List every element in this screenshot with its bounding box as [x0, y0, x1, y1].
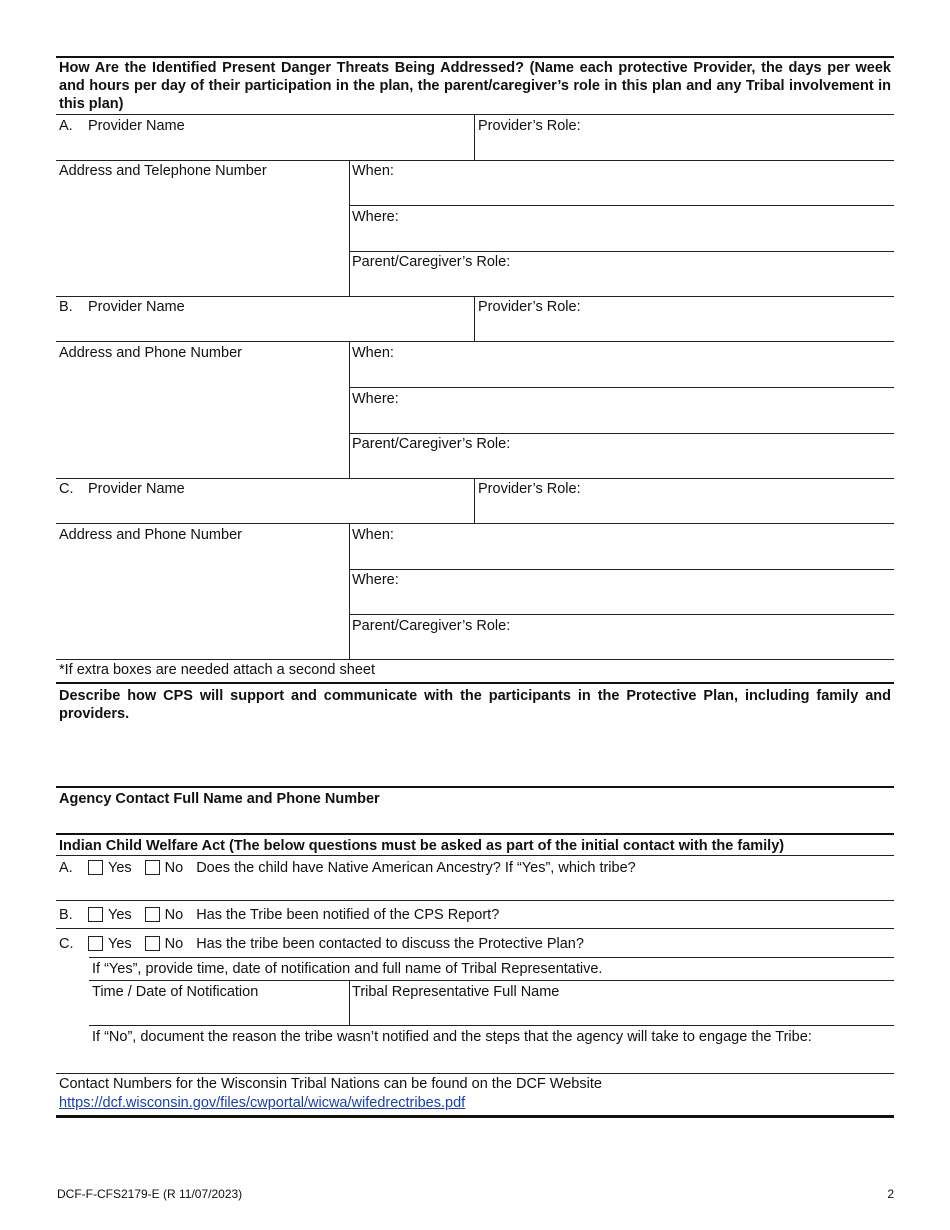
divider	[349, 980, 350, 1025]
divider	[349, 387, 894, 388]
tribe-notified-yes-checkbox[interactable]	[88, 907, 103, 922]
top-rule	[56, 56, 894, 58]
provider-a-role-field[interactable]: Provider’s Role:	[478, 118, 581, 134]
divider	[56, 855, 894, 856]
tribe-contacted-no-checkbox[interactable]	[145, 936, 160, 951]
divider	[474, 296, 475, 342]
divider	[89, 980, 894, 981]
divider	[349, 569, 894, 570]
provider-a-when-field[interactable]: When:	[352, 163, 394, 179]
divider	[56, 160, 894, 161]
divider	[56, 900, 894, 901]
divider	[349, 205, 894, 206]
divider	[349, 160, 350, 296]
notification-date-field[interactable]: Time / Date of Notification	[92, 984, 259, 1000]
provider-c-role-field[interactable]: Provider’s Role:	[478, 481, 581, 497]
extra-boxes-note: *If extra boxes are needed attach a second sheet	[59, 662, 375, 678]
contact-numbers-text: Contact Numbers for the Wisconsin Tribal Nations can be found on the DCF Website	[59, 1076, 602, 1092]
provider-b-name-field[interactable]: B. Provider Name	[59, 299, 185, 315]
section-rule	[56, 682, 894, 684]
divider	[349, 523, 350, 660]
icwa-question-c: C. Yes No Has the tribe been contacted to discuss the Protective Plan?	[59, 936, 584, 952]
if-no-instructions[interactable]: If “No”, document the reason the tribe wasn’t notified and the steps that the agency will take to engage the Tribe:	[92, 1029, 812, 1045]
divider	[56, 928, 894, 929]
dcf-tribes-link[interactable]: https://dcf.wisconsin.gov/files/cwportal/wicwa/wifedrectribes.pdf	[59, 1095, 466, 1111]
divider	[56, 523, 894, 524]
provider-a-where-field[interactable]: Where:	[352, 209, 399, 225]
divider	[56, 296, 894, 297]
divider	[474, 114, 475, 160]
divider	[56, 659, 894, 660]
divider	[56, 341, 894, 342]
icwa-heading: Indian Child Welfare Act (The below questions must be asked as part of the initial contact with the family)	[59, 838, 785, 854]
tribal-representative-field[interactable]: Tribal Representative Full Name	[352, 984, 560, 1000]
divider	[349, 251, 894, 252]
provider-c-address-field[interactable]: Address and Phone Number	[59, 527, 242, 543]
provider-a-address-field[interactable]: Address and Telephone Number	[59, 163, 267, 179]
provider-a-parent-role-field[interactable]: Parent/Caregiver’s Role:	[352, 254, 511, 270]
tribe-contacted-yes-checkbox[interactable]	[88, 936, 103, 951]
provider-b-address-field[interactable]: Address and Phone Number	[59, 345, 242, 361]
provider-b-where-field[interactable]: Where:	[352, 391, 399, 407]
provider-b-parent-role-field[interactable]: Parent/Caregiver’s Role:	[352, 436, 511, 452]
provider-c-where-field[interactable]: Where:	[352, 572, 399, 588]
provider-b-when-field[interactable]: When:	[352, 345, 394, 361]
divider	[349, 341, 350, 478]
icwa-question-a: A. Yes No Does the child have Native American Ancestry? If “Yes”, which tribe?	[59, 860, 636, 876]
agency-contact-field[interactable]: Agency Contact Full Name and Phone Number	[59, 791, 380, 807]
divider	[56, 478, 894, 479]
if-yes-instructions: If “Yes”, provide time, date of notification and full name of Tribal Representative.	[92, 961, 603, 977]
cps-support-question[interactable]: Describe how CPS will support and communicate with the participants in the Protective Plan, including family and providers.	[59, 688, 891, 722]
provider-c-when-field[interactable]: When:	[352, 527, 394, 543]
divider	[474, 478, 475, 524]
ancestry-no-checkbox[interactable]	[145, 860, 160, 875]
provider-c-name-field[interactable]: C. Provider Name	[59, 481, 185, 497]
section-rule	[56, 786, 894, 788]
divider	[349, 614, 894, 615]
form-id: DCF-F-CFS2179-E (R 11/07/2023)	[57, 1187, 243, 1201]
tribe-notified-no-checkbox[interactable]	[145, 907, 160, 922]
provider-c-parent-role-field[interactable]: Parent/Caregiver’s Role:	[352, 618, 511, 634]
bottom-rule	[56, 1115, 894, 1118]
divider	[56, 1073, 894, 1074]
divider	[349, 433, 894, 434]
divider	[56, 114, 894, 115]
page-number: 2	[887, 1187, 894, 1201]
section-rule	[56, 833, 894, 835]
ancestry-yes-checkbox[interactable]	[88, 860, 103, 875]
divider	[89, 957, 894, 958]
provider-b-role-field[interactable]: Provider’s Role:	[478, 299, 581, 315]
icwa-question-b: B. Yes No Has the Tribe been notified of the CPS Report?	[59, 907, 500, 923]
divider	[89, 1025, 894, 1026]
provider-a-name-field[interactable]: A. Provider Name	[59, 118, 185, 134]
present-danger-question: How Are the Identified Present Danger Threats Being Addressed? (Name each protective Provider, the days per week and hours per day of their participation in the plan, the parent/caregiver’s role in this plan and any Tribal involvement in this plan)	[59, 60, 891, 112]
